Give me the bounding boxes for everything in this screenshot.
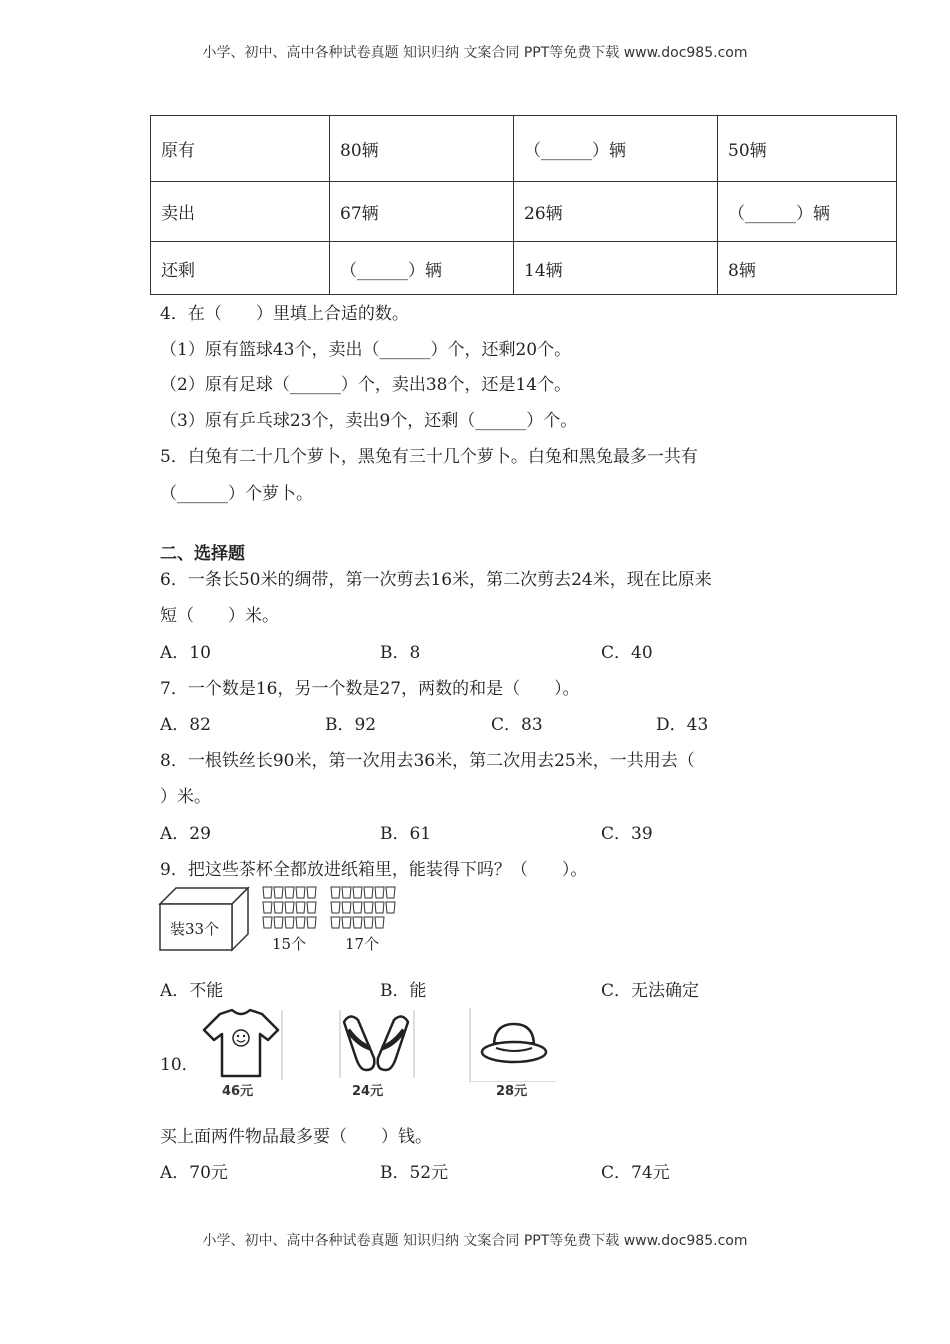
q4-sub3: （3）原有乒乓球23个，卖出9个，还剩（______）个。: [160, 411, 578, 431]
table-cell: 80辆: [330, 116, 514, 182]
tshirt-icon: [198, 1008, 284, 1080]
cups-count-1: 15个: [272, 935, 307, 953]
slippers-icon: [336, 1008, 416, 1078]
q9-line1: 9．把这些茶杯全都放进纸箱里，能装得下吗？（ ）。: [160, 860, 588, 880]
cups-count-2: 17个: [345, 935, 380, 953]
q6-line2: 短（ ）米。: [160, 606, 279, 626]
q9-option-a[interactable]: A．不能: [160, 981, 224, 1001]
table-cell: （______）辆: [514, 116, 718, 182]
tshirt-price: 46元: [222, 1084, 254, 1099]
q8-line1: 8．一根铁丝长90米，第一次用去36米，第二次用去25米，一共用去（: [160, 751, 695, 771]
table-row: [151, 242, 897, 295]
cups-icon: [262, 886, 320, 932]
sales-table: [150, 115, 897, 295]
q5-line2: （______）个萝卜。: [160, 484, 313, 504]
table-cell: 26辆: [514, 182, 718, 242]
q7-option-c[interactable]: C．83: [491, 715, 543, 735]
q10-number: 10．: [160, 1055, 199, 1075]
table-cell: （______）辆: [330, 242, 514, 295]
q4-sub1: （1）原有篮球43个，卖出（______）个，还剩20个。: [160, 340, 572, 360]
q7-option-d[interactable]: D．43: [656, 715, 709, 735]
q5-line1: 5．白兔有二十几个萝卜，黑兔有三十几个萝卜。白兔和黑兔最多一共有: [160, 447, 698, 467]
table-cell: 还剩: [151, 242, 330, 295]
hat-price: 28元: [496, 1084, 528, 1099]
q4-stem: 4．在（ ）里填上合适的数。: [160, 304, 409, 324]
page-header: 小学、初中、高中各种试卷真题 知识归纳 文案合同 PPT等免费下载 www.doc985.com: [202, 45, 748, 61]
table-cell: 14辆: [514, 242, 718, 295]
cups-icon: [330, 886, 400, 932]
table-row: [151, 116, 897, 182]
table-cell: 原有: [151, 116, 330, 182]
table-cell: 50辆: [718, 116, 897, 182]
table-cell: 67辆: [330, 182, 514, 242]
q9-option-c[interactable]: C．无法确定: [601, 981, 700, 1001]
table-cell: 卖出: [151, 182, 330, 242]
q8-option-c[interactable]: C．39: [601, 824, 653, 844]
page-footer: 小学、初中、高中各种试卷真题 知识归纳 文案合同 PPT等免费下载 www.doc985.com: [202, 1233, 748, 1249]
section-title: 二、选择题: [160, 544, 245, 564]
q7-option-b[interactable]: B．92: [325, 715, 377, 735]
hat-icon: [468, 1008, 558, 1082]
q7-line1: 7．一个数是16，另一个数是27，两数的和是（ ）。: [160, 679, 580, 699]
q10-line1: 买上面两件物品最多要（ ）钱。: [160, 1127, 432, 1147]
q10-option-c[interactable]: C．74元: [601, 1163, 670, 1183]
q6-option-b[interactable]: B．8: [380, 643, 421, 663]
table-cell: 8辆: [718, 242, 897, 295]
table-cell: （______）辆: [718, 182, 897, 242]
q7-option-a[interactable]: A．82: [160, 715, 211, 735]
box-label: 装33个: [170, 920, 220, 938]
q4-sub2: （2）原有足球（______）个，卖出38个，还是14个。: [160, 375, 572, 395]
q6-line1: 6．一条长50米的绸带，第一次剪去16米，第二次剪去24米，现在比原来: [160, 570, 712, 590]
table-row: [151, 182, 897, 242]
q9-option-b[interactable]: B．能: [380, 981, 427, 1001]
q10-option-a[interactable]: A．70元: [160, 1163, 228, 1183]
q8-option-b[interactable]: B．61: [380, 824, 432, 844]
q6-option-c[interactable]: C．40: [601, 643, 653, 663]
q8-line2: ）米。: [160, 787, 211, 807]
slippers-price: 24元: [352, 1084, 384, 1099]
q8-option-a[interactable]: A．29: [160, 824, 211, 844]
q6-option-a[interactable]: A．10: [160, 643, 211, 663]
q10-option-b[interactable]: B．52元: [380, 1163, 449, 1183]
